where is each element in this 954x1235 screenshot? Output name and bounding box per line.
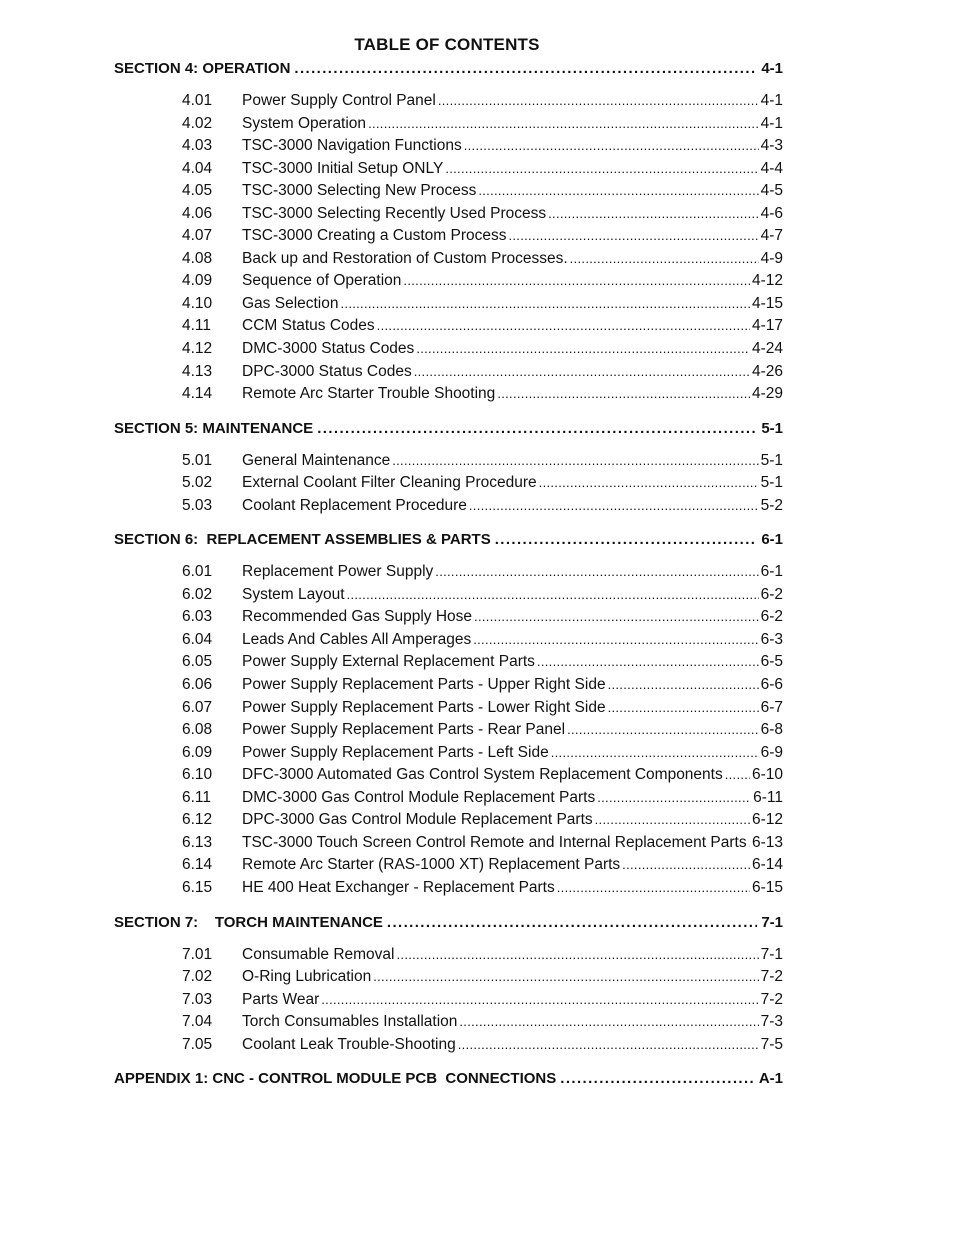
entry-page-number: 7-2 bbox=[760, 990, 783, 1008]
dot-leader bbox=[595, 812, 750, 827]
dot-leader bbox=[548, 206, 758, 221]
dot-leader bbox=[537, 654, 759, 669]
toc-entry[interactable] bbox=[114, 676, 783, 699]
entry-number: 4.13 bbox=[182, 362, 213, 380]
entry-title: External Coolant Filter Cleaning Procedure bbox=[242, 474, 537, 492]
section-heading[interactable] bbox=[114, 914, 783, 936]
entry-title: HE 400 Heat Exchanger - Replacement Parts bbox=[242, 878, 555, 896]
section-page-number: 5-1 bbox=[761, 419, 783, 437]
entry-number: 6.01 bbox=[182, 563, 213, 581]
entry-title: Coolant Replacement Procedure bbox=[242, 496, 467, 514]
entry-number: 7.04 bbox=[182, 1013, 213, 1031]
entry-title: Power Supply Replacement Parts - Upper Right Side bbox=[242, 676, 606, 694]
dot-leader bbox=[458, 1037, 759, 1052]
entry-title: DFC-3000 Automated Gas Control System Replacement Components bbox=[242, 766, 723, 784]
dot-leader bbox=[459, 1014, 758, 1029]
entry-number: 5.02 bbox=[182, 474, 213, 492]
entry-title: DMC-3000 Gas Control Module Replacement Parts bbox=[242, 788, 596, 806]
toc-entry[interactable] bbox=[114, 182, 783, 205]
entry-number: 4.04 bbox=[182, 159, 213, 177]
section-entries bbox=[114, 936, 783, 1071]
entry-number: 6.04 bbox=[182, 630, 213, 648]
entry-title: Power Supply Replacement Parts - Left Side bbox=[242, 743, 549, 761]
dot-leader bbox=[321, 992, 758, 1007]
entry-title: TSC-3000 Navigation Functions bbox=[242, 137, 462, 155]
entry-number: 7.03 bbox=[182, 990, 213, 1008]
entry-title: Coolant Leak Trouble-Shooting bbox=[242, 1035, 456, 1053]
toc-entry[interactable] bbox=[114, 811, 783, 834]
entry-page-number: 6-5 bbox=[760, 653, 783, 671]
entry-title: DPC-3000 Gas Control Module Replacement Parts bbox=[242, 811, 593, 829]
toc-entry[interactable] bbox=[114, 474, 783, 497]
dot-leader bbox=[317, 420, 757, 437]
entry-page-number: 6-11 bbox=[753, 788, 783, 806]
entry-number: 7.05 bbox=[182, 1035, 213, 1053]
section-label: APPENDIX 1: CNC - CONTROL MODULE PCB CONNECTIONS bbox=[114, 1070, 557, 1088]
dot-leader bbox=[445, 161, 758, 176]
toc-entry[interactable] bbox=[114, 317, 783, 340]
dot-leader bbox=[373, 969, 758, 984]
entry-page-number: 5-1 bbox=[760, 474, 783, 492]
dot-leader bbox=[560, 1070, 755, 1087]
toc-entry[interactable] bbox=[114, 834, 783, 857]
entry-number: 4.05 bbox=[182, 182, 213, 200]
section-heading[interactable] bbox=[114, 1070, 783, 1092]
entry-page-number: 6-14 bbox=[751, 856, 783, 874]
entry-title: Parts Wear bbox=[242, 990, 320, 1008]
entry-number: 6.02 bbox=[182, 585, 213, 603]
entry-page-number: 6-3 bbox=[760, 630, 783, 648]
entry-page-number: 6-13 bbox=[751, 833, 783, 851]
dot-leader bbox=[464, 138, 759, 153]
dot-leader bbox=[539, 475, 759, 490]
entry-page-number: 4-26 bbox=[751, 362, 783, 380]
section-heading[interactable] bbox=[114, 531, 783, 553]
table-of-contents bbox=[114, 60, 783, 1092]
entry-page-number: 4-15 bbox=[751, 294, 783, 312]
entry-title: TSC-3000 Touch Screen Control Remote and Internal Replacement Parts bbox=[242, 833, 747, 851]
toc-entry[interactable] bbox=[114, 340, 783, 363]
dot-leader bbox=[347, 587, 759, 602]
entry-title: Remote Arc Starter (RAS-1000 XT) Replacement Parts bbox=[242, 856, 621, 874]
entry-title: Power Supply Replacement Parts - Lower Right Side bbox=[242, 698, 606, 716]
entry-page-number: 4-7 bbox=[760, 227, 783, 245]
dot-leader bbox=[397, 947, 759, 962]
entry-number: 4.01 bbox=[182, 92, 213, 109]
dot-leader bbox=[551, 745, 759, 760]
entry-number: 6.15 bbox=[182, 878, 213, 896]
entry-title: Recommended Gas Supply Hose bbox=[242, 608, 473, 626]
entry-number: 4.06 bbox=[182, 204, 213, 222]
toc-entry[interactable] bbox=[114, 363, 783, 386]
toc-entry[interactable] bbox=[114, 631, 783, 654]
toc-entry[interactable] bbox=[114, 653, 783, 676]
toc-entry[interactable] bbox=[114, 92, 783, 115]
dot-leader bbox=[597, 790, 751, 805]
toc-entry[interactable] bbox=[114, 766, 783, 789]
toc-entry[interactable] bbox=[114, 295, 783, 318]
entry-title: Power Supply External Replacement Parts bbox=[242, 653, 535, 671]
entry-number: 6.09 bbox=[182, 743, 213, 761]
entry-number: 6.10 bbox=[182, 766, 213, 784]
entry-page-number: 6-10 bbox=[751, 766, 783, 784]
entry-title: General Maintenance bbox=[242, 451, 391, 469]
entry-number: 7.02 bbox=[182, 968, 213, 986]
toc-entry[interactable] bbox=[114, 227, 783, 250]
section-page-number: A-1 bbox=[758, 1070, 783, 1088]
entry-page-number: 4-3 bbox=[760, 137, 783, 155]
section-label: SECTION 6: REPLACEMENT ASSEMBLIES & PARTS bbox=[114, 531, 491, 549]
section-heading[interactable] bbox=[114, 420, 783, 442]
entry-number: 6.11 bbox=[182, 788, 212, 806]
entry-page-number: 7-3 bbox=[760, 1013, 783, 1031]
dot-leader bbox=[478, 183, 758, 198]
section-page-number: 4-1 bbox=[761, 60, 783, 77]
entry-number: 6.07 bbox=[182, 698, 213, 716]
entry-number: 4.10 bbox=[182, 294, 213, 312]
toc-entry[interactable] bbox=[114, 250, 783, 273]
section-entries bbox=[114, 82, 783, 420]
entry-page-number: 5-2 bbox=[760, 496, 783, 514]
toc-entry[interactable] bbox=[114, 115, 783, 138]
section-label: SECTION 5: MAINTENANCE bbox=[114, 419, 314, 437]
entry-title: DPC-3000 Status Codes bbox=[242, 362, 412, 380]
toc-entry[interactable] bbox=[114, 385, 783, 408]
dot-leader bbox=[387, 914, 757, 931]
entry-number: 4.09 bbox=[182, 272, 213, 290]
dot-leader bbox=[392, 453, 758, 468]
entry-number: 4.12 bbox=[182, 340, 213, 358]
dot-leader bbox=[473, 632, 758, 647]
entry-title: System Layout bbox=[242, 585, 345, 603]
toc-entry[interactable] bbox=[114, 452, 783, 475]
entry-number: 4.14 bbox=[182, 385, 213, 403]
entry-number: 4.11 bbox=[182, 317, 212, 335]
entry-title: Consumable Removal bbox=[242, 945, 395, 963]
section-page-number: 6-1 bbox=[761, 531, 783, 549]
dot-leader bbox=[495, 531, 758, 548]
entry-page-number: 6-6 bbox=[760, 676, 783, 694]
toc-entry[interactable] bbox=[114, 563, 783, 586]
entry-number: 6.08 bbox=[182, 721, 213, 739]
dot-leader bbox=[567, 722, 759, 737]
toc-entry[interactable] bbox=[114, 1036, 783, 1059]
section-entries bbox=[114, 442, 783, 532]
dot-leader bbox=[414, 364, 750, 379]
entry-page-number: 5-1 bbox=[760, 451, 783, 469]
toc-entry[interactable] bbox=[114, 991, 783, 1014]
entry-title: Leads And Cables All Amperages bbox=[242, 630, 472, 648]
entry-title: TSC-3000 Initial Setup ONLY bbox=[242, 159, 444, 177]
dot-leader bbox=[341, 296, 750, 311]
toc-entry[interactable] bbox=[114, 497, 783, 520]
toc-entry[interactable] bbox=[114, 1013, 783, 1036]
entry-title: DMC-3000 Status Codes bbox=[242, 340, 415, 358]
dot-leader bbox=[749, 835, 750, 850]
dot-leader bbox=[497, 386, 750, 401]
entry-number: 6.06 bbox=[182, 676, 213, 694]
entry-page-number: 4-6 bbox=[760, 204, 783, 222]
entry-page-number: 6-1 bbox=[760, 563, 783, 581]
entry-number: 4.07 bbox=[182, 227, 213, 245]
entry-number: 4.08 bbox=[182, 249, 213, 267]
dot-leader bbox=[469, 498, 759, 513]
entry-page-number: 7-1 bbox=[760, 945, 783, 963]
entry-number: 5.01 bbox=[182, 451, 213, 469]
dot-leader bbox=[438, 93, 759, 108]
entry-title: Sequence of Operation bbox=[242, 272, 402, 290]
entry-title: Remote Arc Starter Trouble Shooting bbox=[242, 385, 496, 403]
entry-page-number: 6-12 bbox=[751, 811, 783, 829]
toc-entry[interactable] bbox=[114, 272, 783, 295]
toc-entry[interactable] bbox=[114, 721, 783, 744]
section-entries bbox=[114, 553, 783, 913]
toc-entry[interactable] bbox=[114, 160, 783, 183]
entry-title: TSC-3000 Creating a Custom Process bbox=[242, 227, 507, 245]
entry-page-number: 6-9 bbox=[760, 743, 783, 761]
entry-page-number: 4-5 bbox=[760, 182, 783, 200]
entry-title: TSC-3000 Selecting New Process bbox=[242, 182, 477, 200]
entry-page-number: 4-4 bbox=[760, 159, 783, 177]
toc-entry[interactable] bbox=[114, 699, 783, 722]
toc-entry[interactable] bbox=[114, 205, 783, 228]
entry-title: TSC-3000 Selecting Recently Used Process bbox=[242, 204, 547, 222]
entry-page-number: 6-2 bbox=[760, 585, 783, 603]
entry-title: Power Supply Replacement Parts - Rear Panel bbox=[242, 721, 566, 739]
entry-page-number: 6-15 bbox=[751, 878, 783, 896]
entry-page-number: 4-17 bbox=[751, 317, 783, 335]
entry-page-number: 4-12 bbox=[751, 272, 783, 290]
entry-page-number: 6-2 bbox=[760, 608, 783, 626]
toc-entry[interactable] bbox=[114, 946, 783, 969]
entry-number: 6.12 bbox=[182, 811, 213, 829]
toc-entry[interactable] bbox=[114, 789, 783, 812]
toc-entry[interactable] bbox=[114, 968, 783, 991]
entry-page-number: 4-29 bbox=[751, 385, 783, 403]
entry-number: 6.13 bbox=[182, 833, 213, 851]
entry-page-number: 4-24 bbox=[751, 340, 783, 358]
dot-leader bbox=[725, 767, 750, 782]
entry-page-number: 4-1 bbox=[760, 114, 783, 132]
dot-leader bbox=[474, 609, 759, 624]
page-title: TABLE OF CONTENTS bbox=[354, 35, 540, 54]
entry-number: 5.03 bbox=[182, 496, 213, 514]
entry-page-number: 6-8 bbox=[760, 721, 783, 739]
dot-leader bbox=[608, 677, 759, 692]
dot-leader bbox=[508, 228, 758, 243]
dot-leader bbox=[622, 857, 750, 872]
dot-leader bbox=[403, 273, 750, 288]
entry-title: Torch Consumables Installation bbox=[242, 1013, 458, 1031]
entry-page-number: 7-5 bbox=[760, 1035, 783, 1053]
dot-leader bbox=[435, 564, 758, 579]
section-label: SECTION 7: TORCH MAINTENANCE bbox=[114, 913, 383, 931]
section-page-number: 7-1 bbox=[761, 913, 783, 931]
entry-title: CCM Status Codes bbox=[242, 317, 375, 335]
entry-title: Power Supply Control Panel bbox=[242, 92, 436, 109]
entry-number: 6.03 bbox=[182, 608, 213, 626]
entry-title: O-Ring Lubrication bbox=[242, 968, 372, 986]
dot-leader bbox=[557, 880, 750, 895]
toc-entry[interactable] bbox=[114, 856, 783, 879]
entry-number: 6.05 bbox=[182, 653, 213, 671]
section-heading[interactable] bbox=[114, 60, 783, 82]
toc-entry[interactable] bbox=[114, 137, 783, 160]
dot-leader bbox=[294, 60, 757, 77]
entry-number: 4.03 bbox=[182, 137, 213, 155]
section-label: SECTION 4: OPERATION bbox=[114, 60, 291, 77]
dot-leader bbox=[368, 116, 759, 131]
entry-title: System Operation bbox=[242, 114, 367, 132]
entry-page-number: 6-7 bbox=[760, 698, 783, 716]
entry-page-number: 4-9 bbox=[760, 249, 783, 267]
toc-entry[interactable] bbox=[114, 744, 783, 767]
toc-entry[interactable] bbox=[114, 608, 783, 631]
toc-entry[interactable] bbox=[114, 879, 783, 902]
entry-number: 4.02 bbox=[182, 114, 213, 132]
entry-page-number: 4-1 bbox=[760, 92, 783, 109]
entry-title: Replacement Power Supply bbox=[242, 563, 434, 581]
entry-number: 6.14 bbox=[182, 856, 213, 874]
entry-title: Gas Selection bbox=[242, 294, 339, 312]
toc-entry[interactable] bbox=[114, 586, 783, 609]
entry-number: 7.01 bbox=[182, 945, 213, 963]
dot-leader bbox=[570, 251, 759, 266]
dot-leader bbox=[608, 700, 759, 715]
entry-page-number: 7-2 bbox=[760, 968, 783, 986]
dot-leader bbox=[377, 318, 750, 333]
dot-leader bbox=[416, 341, 750, 356]
entry-title: Back up and Restoration of Custom Processes. bbox=[242, 249, 568, 267]
